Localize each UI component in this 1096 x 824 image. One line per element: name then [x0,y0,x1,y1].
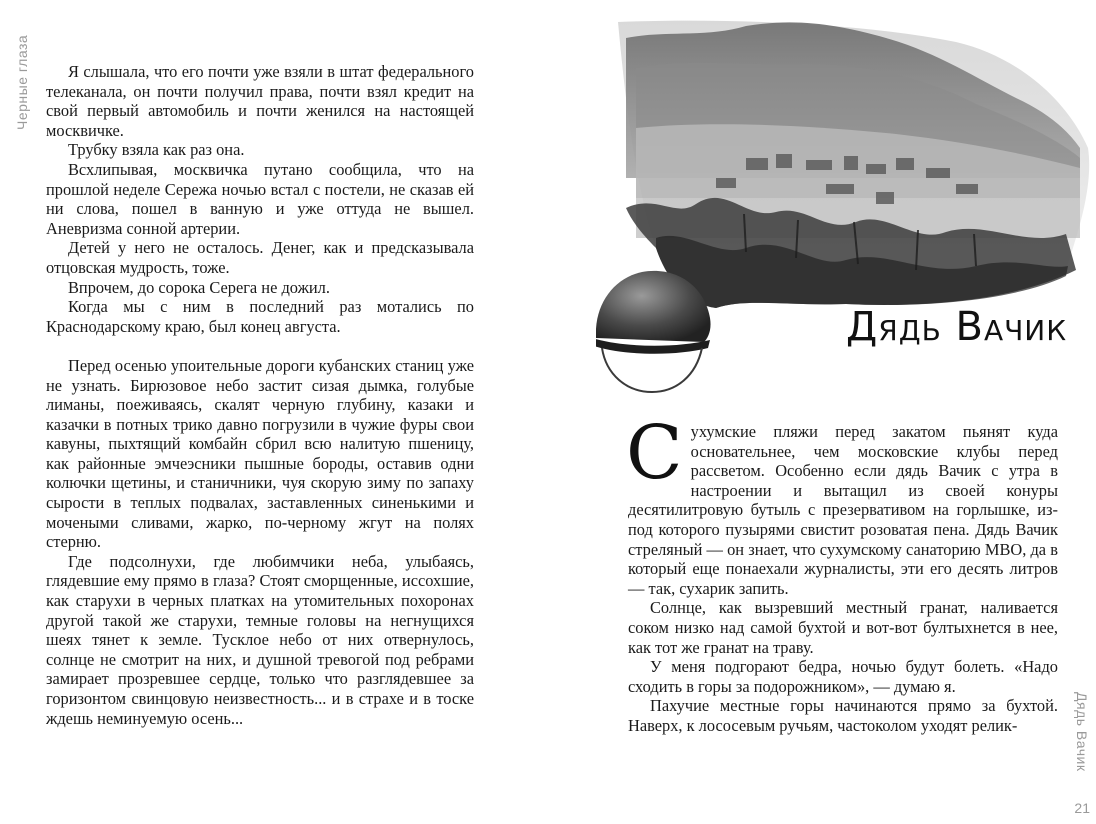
first-paragraph [626,410,1058,598]
paragraph: У меня подгорают бедра, ночью будут болеть. «Надо сходить в горы за подорожником», — думаю я. [628,657,1058,696]
page-number: 21 [1074,800,1090,816]
running-head-left: Черные глаза [14,34,30,130]
running-head-right: Дядь Вачик [1074,692,1090,772]
paragraph: Всхлипывая, москвичка путано сообщила, что на прошлой неделе Сережа ночью встал с постели, не сказав ей ни слова, пошел в ванную и уже оттуда не вышел. Аневризма сонной артерии. [46,159,474,238]
helmet-illustration [596,271,711,392]
paragraph: Детей у него не осталось. Денег, как и предсказывала отцовская мудрость, тоже. [46,238,474,277]
paragraph: Я слышала, что его почти уже взяли в штат федерального телеканала, он почти получил права, почти взял кредит на свой первый автомобиль и почти женился на настоящей москвичке. [46,62,474,140]
paragraph: Когда мы с ним в последний раз мотались по Краснодарскому краю, был конец августа. [46,297,474,336]
right-page-text [626,410,1058,736]
left-page-text [46,62,474,728]
paragraph: Трубку взяла как раз она. [68,140,245,160]
paragraph: Перед осенью упоительные дороги кубанских станиц уже не узнать. Бирюзовое небо застит сизая дымка, голубые лиманы, поеживаясь, скалят черную глубину, казаки и казачки в потных трико давно погрузили в чужие фуры свои кавуны, пыхтящий комбайн сбрил всю налитую пшеницу, как районные эмчеэсники пышные бороды, оставив одни колючки щетины, и станичники, чуя скорую зиму по запаху сырости в теплых подвалах, заставленных синенькими и мочеными сливами, жарко, по-черному жгут на полях стерню. [46,355,474,552]
chapter-title: Дядь Вачик [846,304,1068,350]
drop-cap: С [626,410,683,496]
paragraph: Впрочем, до сорока Серега не дожил. [68,277,330,297]
paragraph: Где подсолнухи, где любимчики неба, улыбаясь, глядевшие ему прямо в глаза? Стоят сморщенные, иссохшие, как старухи в черных платках на утомительных похоронах другой такой же старухи, темные головы на негнущихся шеях тянет к земле. Тусклое небо от них отвернулось, солнце не смотрит на них, и душной тревогой под ребрами замирает прозревшее сердце, только что разглядевшее за горизонтом свинцовую неизвестность... и в страхе и в тоске ждешь неминуемую осень... [46,551,474,728]
paragraph: Пахучие местные горы начинаются прямо за бухтой. Наверх, к лососевым ручьям, частоколом уходят релик- [628,696,1058,735]
first-paragraph-text: ухумские пляжи перед закатом пьянят куда основательнее, чем московские клубы перед рассветом. Особенно если дядь Вачик с утра в настроении и вытащил из своей конуры десятилитровую бутыль с презервативом на горлышке, из-под которого пузырями свистит розоватая пена. Дядь Вачик стреляный — он знает, что сухумскому санаторию МВО, да в который еще понаехали журналисты, эти его десять литров — так, сухарик запить. [628,422,1058,598]
paragraph: Солнце, как вызревший местный гранат, наливается соком низко над самой бухтой и вот-вот бултыхнется в нее, как тот же гранат на траву. [628,598,1058,657]
right-page [548,0,1096,824]
